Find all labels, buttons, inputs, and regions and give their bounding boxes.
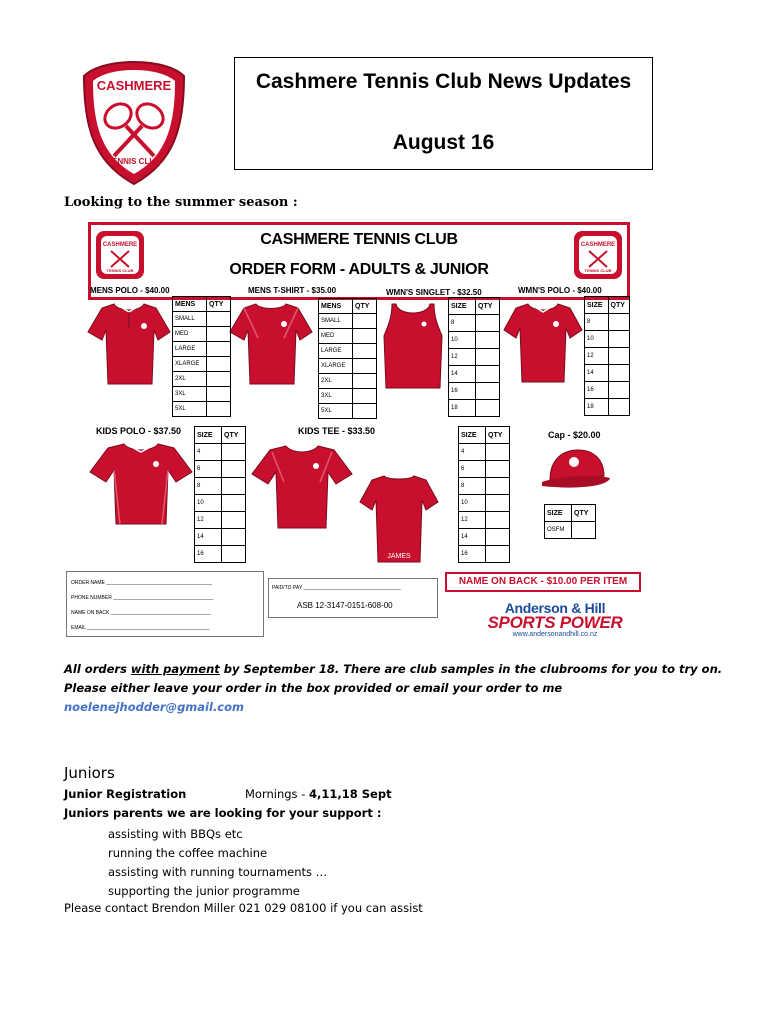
mens-tshirt-image xyxy=(228,298,314,388)
form-heading-club: CASHMERE TENNIS CLUB xyxy=(260,231,458,248)
junior-registration-dates: Mornings - 4,11,18 Sept xyxy=(245,787,392,801)
mens-tshirt-size-table: MENS QTY SMALL MED LARGE XLARGE 2XL 3XL 5XL xyxy=(318,298,377,419)
list-item: assisting with running tournaments … xyxy=(108,865,328,879)
title-box xyxy=(234,57,653,170)
juniors-heading: Juniors xyxy=(64,764,115,782)
kids-tee-size-table: SIZE QTY 4 6 8 10 12 14 16 xyxy=(458,426,510,563)
orders-paragraph: All orders with payment by September 18. There are club samples in the clubrooms for you to try on. Please either leave your order in the box provided or email your order to me noelenejhodder@gmail.com xyxy=(64,660,724,717)
club-logo xyxy=(80,58,188,188)
juniors-parents-text: Juniors parents we are looking for your support : xyxy=(64,806,382,820)
shirt-print-name: JAMES xyxy=(387,553,411,560)
wmns-singlet-image xyxy=(378,300,448,392)
phone-number-field[interactable]: PHONE NUMBER ____________________________________ xyxy=(71,595,214,601)
order-form xyxy=(66,218,630,643)
cap-image xyxy=(538,446,612,492)
newsletter-title: Cashmere Tennis Club News Updates xyxy=(255,70,632,93)
mens-polo-image xyxy=(86,298,172,388)
payment-box xyxy=(268,578,438,618)
logo-text-top: CASHMERE xyxy=(96,78,172,93)
paid-to-field[interactable]: PAID/TO PAY ___________________________________ xyxy=(272,585,401,591)
email-field[interactable]: EMAIL ____________________________________________ xyxy=(71,625,210,631)
cap-size-table: SIZE QTY OSFM xyxy=(544,504,596,539)
label-mens-tshirt: MENS T-SHIRT - $35.00 xyxy=(248,286,337,295)
juniors-contact: Please contact Brendon Miller 021 029 08100 if you can assist xyxy=(64,901,423,915)
svg-text:CASHMERE: CASHMERE xyxy=(580,242,616,248)
label-wmns-polo: WMN'S POLO - $40.00 xyxy=(518,286,602,295)
name-on-back-price: NAME ON BACK - $10.00 PER ITEM xyxy=(445,572,641,592)
juniors-support-list xyxy=(108,825,327,901)
svg-text:TENNIS CLUB: TENNIS CLUB xyxy=(106,268,134,273)
label-kids-tee: KIDS TEE - $33.50 xyxy=(298,426,376,436)
wmns-singlet-size-table: SIZE QTY 8 10 12 14 16 18 xyxy=(448,297,500,417)
mens-polo-size-table: MENS QTY SMALL MED LARGE XLARGE 2XL 3XL 5XL xyxy=(172,296,231,417)
svg-text:CASHMERE: CASHMERE xyxy=(102,242,138,248)
kids-tee-image xyxy=(250,440,354,532)
label-kids-polo: KIDS POLO - $37.50 xyxy=(96,426,182,436)
logo-text-bottom: TENNIS CLUB xyxy=(107,157,161,166)
list-item: supporting the junior programme xyxy=(108,884,300,898)
wmns-polo-image xyxy=(502,298,584,386)
kids-polo-size-table: SIZE QTY 4 6 8 10 12 14 16 xyxy=(194,426,246,563)
wmns-polo-size-table: SIZE QTY 8 10 12 14 16 18 xyxy=(584,296,630,416)
label-wmns-singlet: WMN'S SINGLET - $32.50 xyxy=(386,288,482,297)
sponsor-logo: Anderson & Hill SPORTS POWER www.andersonandhill.co.nz xyxy=(487,600,623,638)
label-mens-polo: MENS POLO - $40.00 xyxy=(90,286,170,295)
list-item: assisting with BBQs etc xyxy=(108,827,243,841)
name-on-back-field[interactable]: NAME ON BACK ____________________________________ xyxy=(71,610,211,616)
contact-email-link[interactable]: noelenejhodder@gmail.com xyxy=(64,700,245,714)
banner-logo-right xyxy=(572,229,624,281)
svg-text:TENNIS CLUB: TENNIS CLUB xyxy=(584,268,612,273)
order-name-field[interactable]: ORDER NAME ______________________________________ xyxy=(71,580,212,586)
kids-tee-back-image xyxy=(358,470,440,566)
junior-registration-label: Junior Registration xyxy=(64,787,187,801)
order-details-box xyxy=(66,571,264,637)
kids-polo-image xyxy=(86,438,196,528)
bank-account: ASB 12-3147-0151-608-00 xyxy=(297,601,393,610)
intro-text: Looking to the summer season : xyxy=(64,195,298,210)
form-heading-order: ORDER FORM - ADULTS & JUNIOR xyxy=(229,261,489,278)
list-item: running the coffee machine xyxy=(108,846,268,860)
label-cap: Cap - $20.00 xyxy=(548,430,601,440)
newsletter-date: August 16 xyxy=(392,131,495,154)
